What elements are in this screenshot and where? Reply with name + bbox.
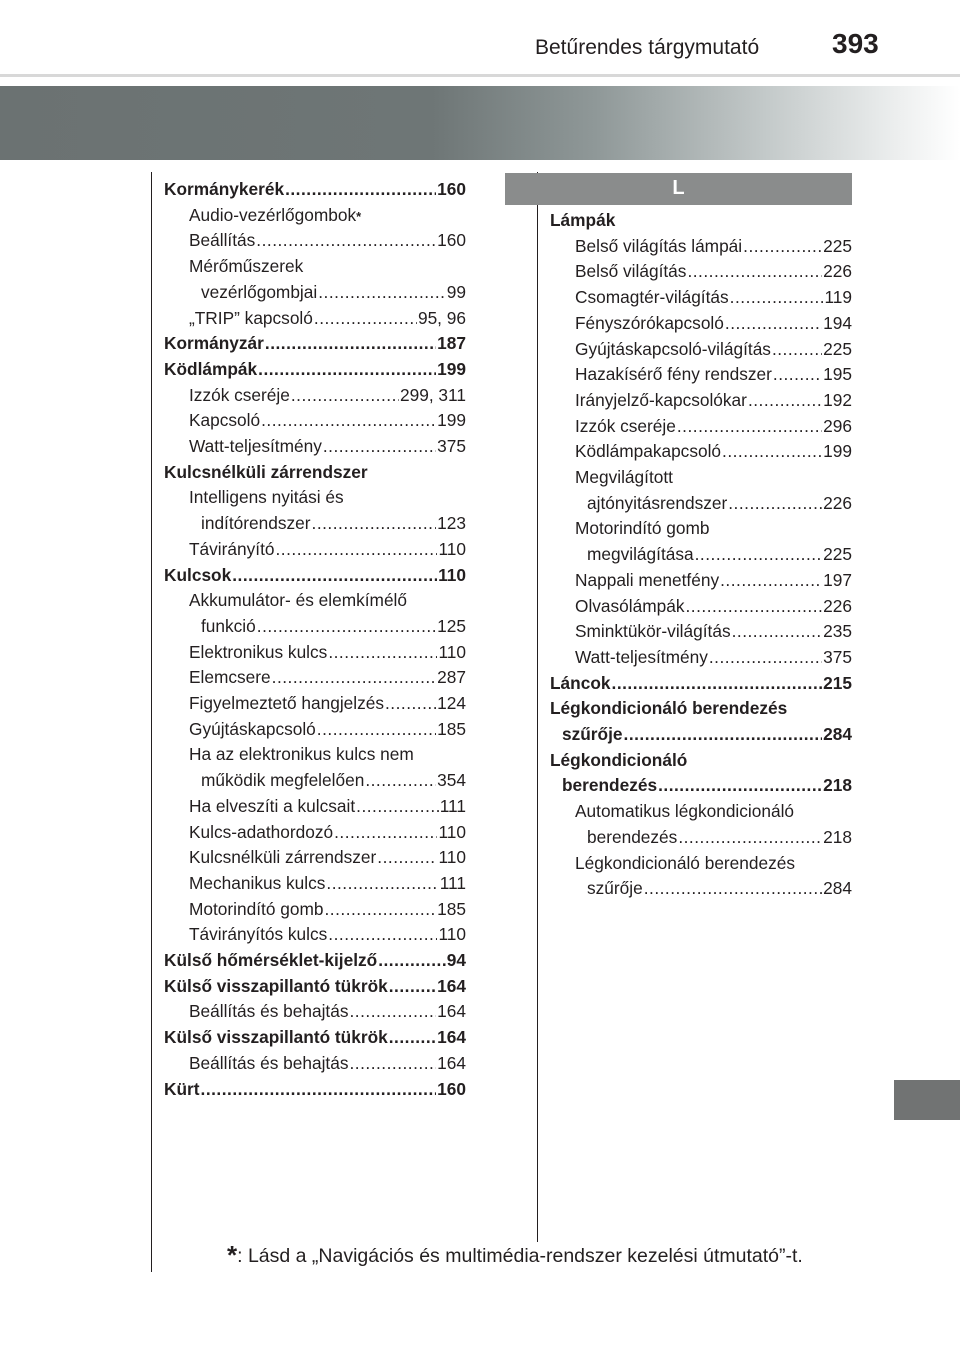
index-term: Olvasólámpák bbox=[575, 595, 685, 616]
index-entry bbox=[189, 741, 466, 767]
leader-dots bbox=[324, 896, 436, 922]
page-reference: 110 bbox=[438, 538, 466, 559]
leader-dots bbox=[385, 690, 436, 716]
index-entry bbox=[189, 536, 466, 562]
leader-dots bbox=[256, 227, 436, 253]
index-term: Gyújtáskapcsoló bbox=[189, 718, 316, 739]
index-term: Légkondicionáló berendezés bbox=[550, 698, 788, 719]
index-term: Audio-vezérlőgombok bbox=[189, 204, 357, 225]
index-entry bbox=[189, 587, 466, 613]
index-term: Csomagtér-világítás bbox=[575, 287, 729, 308]
index-entry bbox=[587, 824, 852, 850]
page-reference: 215 bbox=[823, 672, 852, 693]
index-term: Megvilágított bbox=[575, 467, 673, 487]
index-term: Watt-teljesítmény bbox=[575, 646, 708, 667]
page-reference: 110 bbox=[438, 821, 466, 842]
leader-dots bbox=[265, 330, 436, 356]
leader-dots bbox=[773, 361, 822, 387]
index-term: Ha elveszíti a kulcsait bbox=[189, 795, 356, 816]
index-term: Kormányzár bbox=[164, 333, 264, 354]
index-entry bbox=[575, 413, 852, 439]
page-reference: 110 bbox=[438, 847, 466, 868]
index-entry bbox=[189, 382, 466, 408]
page-reference: 160 bbox=[437, 179, 466, 199]
index-term: „TRIP” kapcsoló bbox=[189, 307, 313, 328]
index-entry bbox=[189, 1050, 466, 1076]
leader-dots bbox=[687, 258, 822, 284]
leader-dots bbox=[365, 767, 436, 793]
leader-dots bbox=[312, 510, 437, 536]
index-entry bbox=[164, 1024, 466, 1050]
index-term: Kulcs-adathordozó bbox=[189, 821, 334, 842]
page-reference: 124 bbox=[437, 693, 466, 713]
page-reference: 164 bbox=[437, 975, 466, 996]
page-reference: 111 bbox=[439, 795, 466, 816]
index-entry bbox=[164, 973, 466, 999]
page-reference: 125 bbox=[437, 615, 466, 636]
index-entry bbox=[562, 772, 852, 798]
page-reference: 160 bbox=[437, 230, 466, 251]
leader-dots bbox=[334, 819, 437, 845]
index-term: Külső visszapillantó tükrök bbox=[164, 1027, 388, 1048]
index-entry bbox=[201, 767, 466, 793]
page-reference: 284 bbox=[823, 878, 852, 899]
index-entry bbox=[550, 695, 852, 721]
index-entry bbox=[562, 721, 852, 747]
index-term: Lámpák bbox=[550, 210, 616, 230]
page-reference: 354 bbox=[437, 770, 466, 791]
index-term: Láncok bbox=[550, 672, 611, 693]
page-reference: 160 bbox=[437, 1078, 466, 1099]
page-reference: 110 bbox=[438, 924, 466, 945]
index-entry bbox=[189, 227, 466, 253]
index-term: Mérőműszerek bbox=[189, 256, 304, 277]
index-entry bbox=[575, 387, 852, 413]
index-term: Nappali menetfény bbox=[575, 569, 720, 590]
index-entry bbox=[189, 921, 466, 947]
index-term: Izzók cseréje bbox=[575, 415, 676, 436]
page-reference: 287 bbox=[437, 667, 466, 688]
footnote-text: : Lásd a „Navigációs és multimédia-rendszer kezelési útmutató”-t. bbox=[237, 1245, 803, 1267]
index-entry bbox=[575, 515, 852, 541]
index-term: Elemcsere bbox=[189, 667, 271, 688]
leader-dots bbox=[644, 875, 822, 901]
index-entry bbox=[201, 279, 466, 305]
leader-dots bbox=[748, 387, 822, 413]
index-term: Intelligens nyitási és bbox=[189, 487, 344, 508]
index-entry bbox=[575, 438, 852, 464]
index-term: Elektronikus kulcs bbox=[189, 641, 328, 662]
left-column-rule bbox=[151, 172, 152, 1272]
page-reference: 199 bbox=[437, 358, 466, 379]
index-term: berendezés bbox=[587, 826, 678, 847]
page-reference: 235 bbox=[823, 621, 852, 642]
top-rule bbox=[0, 74, 960, 77]
index-entry bbox=[189, 844, 466, 870]
page-reference: 192 bbox=[823, 389, 852, 410]
page-reference: 194 bbox=[823, 312, 852, 333]
index-term: Ködlámpakapcsoló bbox=[575, 441, 722, 462]
index-term: Motorindító gomb bbox=[189, 898, 324, 919]
index-term: Külső visszapillantó tükrök bbox=[164, 975, 388, 996]
leader-dots bbox=[720, 567, 822, 593]
index-term: indítórendszer bbox=[201, 513, 311, 534]
index-entry bbox=[575, 618, 852, 644]
page-reference: 111 bbox=[439, 872, 466, 893]
index-entry bbox=[189, 407, 466, 433]
page-reference: 225 bbox=[823, 338, 852, 359]
index-term: Belső világítás lámpái bbox=[575, 235, 743, 256]
index-entry bbox=[189, 202, 466, 228]
index-term: Beállítás és behajtás bbox=[189, 1001, 349, 1022]
leader-dots bbox=[349, 998, 436, 1024]
page-reference: 94 bbox=[446, 950, 466, 970]
leader-dots bbox=[356, 793, 439, 819]
index-term: Kormánykerék bbox=[164, 179, 285, 199]
page-reference: 225 bbox=[823, 235, 852, 256]
page-reference: 226 bbox=[823, 261, 852, 282]
footnote bbox=[227, 1240, 803, 1271]
index-entry bbox=[164, 176, 466, 202]
index-term: Mechanikus kulcs bbox=[189, 872, 326, 893]
index-entry bbox=[189, 484, 466, 510]
leader-dots bbox=[285, 176, 436, 202]
index-entry bbox=[189, 716, 466, 742]
leader-dots bbox=[658, 772, 822, 798]
leader-dots bbox=[772, 336, 822, 362]
page-reference: 164 bbox=[437, 1052, 466, 1073]
leader-dots bbox=[722, 438, 822, 464]
index-entry bbox=[164, 947, 466, 973]
leader-dots bbox=[389, 1024, 436, 1050]
index-term: Ha az elektronikus kulcs nem bbox=[189, 744, 414, 765]
index-entry bbox=[575, 258, 852, 284]
leader-dots bbox=[709, 644, 822, 670]
index-entry bbox=[587, 875, 852, 901]
footnote-marker: * bbox=[356, 208, 362, 224]
index-term: Kapcsoló bbox=[189, 410, 261, 431]
page-reference: 119 bbox=[824, 287, 852, 308]
page-reference: 187 bbox=[437, 333, 466, 354]
index-entry bbox=[189, 305, 466, 331]
index-entry bbox=[575, 593, 852, 619]
index-term: Hazakísérő fény rendszer bbox=[575, 364, 772, 385]
index-entry bbox=[189, 690, 466, 716]
page-reference: 99 bbox=[446, 281, 466, 302]
leader-dots bbox=[389, 973, 436, 999]
leader-dots bbox=[314, 305, 417, 331]
index-term: Automatikus légkondicionáló bbox=[575, 801, 795, 822]
index-term: Légkondicionáló bbox=[550, 749, 688, 770]
index-term: Gyújtáskapcsoló-világítás bbox=[575, 338, 771, 359]
index-entry bbox=[575, 361, 852, 387]
header-banner bbox=[0, 86, 960, 160]
page-reference: 110 bbox=[438, 641, 466, 662]
running-title: Betűrendes tárgymutató bbox=[535, 36, 760, 59]
index-term: Távirányítós kulcs bbox=[189, 924, 328, 945]
index-entry bbox=[575, 284, 852, 310]
index-entry bbox=[189, 998, 466, 1024]
index-term: működik megfelelően bbox=[201, 770, 365, 791]
page-reference: 284 bbox=[823, 724, 852, 744]
page-reference: 110 bbox=[438, 564, 466, 585]
top-bar bbox=[0, 0, 960, 77]
leader-dots bbox=[323, 433, 436, 459]
index-term: szűrője bbox=[587, 878, 643, 899]
leader-dots bbox=[326, 870, 438, 896]
page-reference: 375 bbox=[437, 436, 466, 456]
page-reference: 199 bbox=[823, 441, 852, 462]
index-entry bbox=[189, 639, 466, 665]
leader-dots bbox=[677, 413, 822, 439]
page-reference: 199 bbox=[437, 410, 466, 431]
leader-dots bbox=[730, 284, 824, 310]
index-term: Külső hőmérséklet-kijelző bbox=[164, 950, 378, 970]
page-reference: 218 bbox=[823, 826, 852, 847]
index-term: szűrője bbox=[562, 724, 623, 744]
page-reference: 164 bbox=[437, 1001, 466, 1022]
leader-dots bbox=[678, 824, 822, 850]
index-entry bbox=[201, 510, 466, 536]
index-entry bbox=[550, 747, 852, 773]
index-term: Kulcsnélküli zárrendszer bbox=[164, 461, 368, 482]
index-entry bbox=[164, 562, 466, 588]
index-entry bbox=[201, 613, 466, 639]
index-term: Távirányító bbox=[189, 538, 275, 559]
page-reference: 185 bbox=[437, 718, 466, 739]
index-term: Figyelmeztető hangjelzés bbox=[189, 693, 384, 713]
index-term: Légkondicionáló berendezés bbox=[575, 852, 796, 873]
index-term: Kulcsok bbox=[164, 564, 232, 585]
index-entry bbox=[189, 819, 466, 845]
index-entry bbox=[575, 850, 852, 876]
page-reference: 197 bbox=[823, 569, 852, 590]
index-term: funkció bbox=[201, 615, 256, 636]
index-entry bbox=[575, 567, 852, 593]
leader-dots bbox=[318, 279, 446, 305]
index-term: berendezés bbox=[562, 775, 658, 796]
index-entry bbox=[164, 1076, 466, 1102]
leader-dots bbox=[201, 1076, 437, 1102]
leader-dots bbox=[257, 613, 436, 639]
page-reference: 296 bbox=[823, 415, 852, 436]
index-term: megvilágítása bbox=[587, 544, 694, 565]
leader-dots bbox=[725, 310, 822, 336]
index-term: Belső világítás bbox=[575, 261, 687, 282]
index-term: Motorindító gomb bbox=[575, 518, 710, 539]
page-reference: 164 bbox=[437, 1027, 466, 1048]
index-term: Izzók cseréje bbox=[189, 384, 290, 405]
index-entry bbox=[575, 464, 852, 490]
index-entry bbox=[189, 793, 466, 819]
page-reference: 185 bbox=[437, 898, 466, 919]
index-entry bbox=[575, 310, 852, 336]
leader-dots bbox=[275, 536, 437, 562]
index-term: Ködlámpák bbox=[164, 358, 258, 379]
footnote-star: * bbox=[227, 1240, 238, 1270]
leader-dots bbox=[695, 541, 823, 567]
index-entry bbox=[575, 233, 852, 259]
index-entry bbox=[587, 541, 852, 567]
page-reference: 123 bbox=[437, 513, 466, 534]
index-term: ajtónyitásrendszer bbox=[587, 492, 728, 513]
index-entry bbox=[189, 664, 466, 690]
leader-dots bbox=[328, 921, 437, 947]
index-term: Irányjelző-kapcsolókar bbox=[575, 389, 747, 410]
leader-dots bbox=[728, 490, 822, 516]
leader-dots bbox=[686, 593, 823, 619]
index-entry bbox=[575, 798, 852, 824]
leader-dots bbox=[612, 670, 823, 696]
thumb-index-tab bbox=[894, 1080, 960, 1120]
index-term: Beállítás bbox=[189, 230, 256, 251]
index-entry bbox=[189, 253, 466, 279]
leader-dots bbox=[232, 562, 437, 588]
leader-dots bbox=[272, 664, 437, 690]
index-entry bbox=[550, 207, 852, 233]
index-entry bbox=[587, 490, 852, 516]
leader-dots bbox=[317, 716, 436, 742]
section-letter-header: L bbox=[505, 173, 852, 205]
page-reference: 218 bbox=[823, 775, 852, 796]
index-entry bbox=[189, 896, 466, 922]
index-entry bbox=[164, 459, 466, 485]
page-reference: 299, 311 bbox=[400, 384, 466, 405]
leader-dots bbox=[349, 1050, 436, 1076]
page-reference: 226 bbox=[823, 595, 852, 616]
page-reference: 195 bbox=[823, 364, 852, 385]
index-entry bbox=[164, 330, 466, 356]
leader-dots bbox=[378, 947, 446, 973]
leader-dots bbox=[377, 844, 437, 870]
index-entry bbox=[189, 870, 466, 896]
index-entry bbox=[575, 644, 852, 670]
page-reference: 95, 96 bbox=[417, 307, 466, 328]
leader-dots bbox=[291, 382, 399, 408]
leader-dots bbox=[328, 639, 437, 665]
index-term: Kürt bbox=[164, 1078, 200, 1099]
index-term: Fényszórókapcsoló bbox=[575, 312, 724, 333]
index-term: vezérlőgombjai bbox=[201, 281, 318, 302]
leader-dots bbox=[743, 233, 822, 259]
page-reference: 225 bbox=[823, 544, 852, 565]
page-reference: 375 bbox=[823, 646, 852, 667]
page-number: 393 bbox=[832, 28, 879, 59]
index-entry bbox=[189, 433, 466, 459]
leader-dots bbox=[258, 356, 436, 382]
index-term: Watt-teljesítmény bbox=[189, 436, 322, 456]
index-entry bbox=[550, 670, 852, 696]
leader-dots bbox=[261, 407, 436, 433]
index-term: Akkumulátor- és elemkímélő bbox=[189, 590, 408, 611]
index-term: Beállítás és behajtás bbox=[189, 1052, 349, 1073]
middle-column-rule bbox=[537, 172, 538, 1242]
index-term: Kulcsnélküli zárrendszer bbox=[189, 847, 377, 868]
index-entry bbox=[575, 336, 852, 362]
index-entry bbox=[164, 356, 466, 382]
page-reference: 226 bbox=[823, 492, 852, 513]
index-term: Sminktükör-világítás bbox=[575, 621, 731, 642]
leader-dots bbox=[732, 618, 823, 644]
leader-dots bbox=[624, 721, 823, 747]
